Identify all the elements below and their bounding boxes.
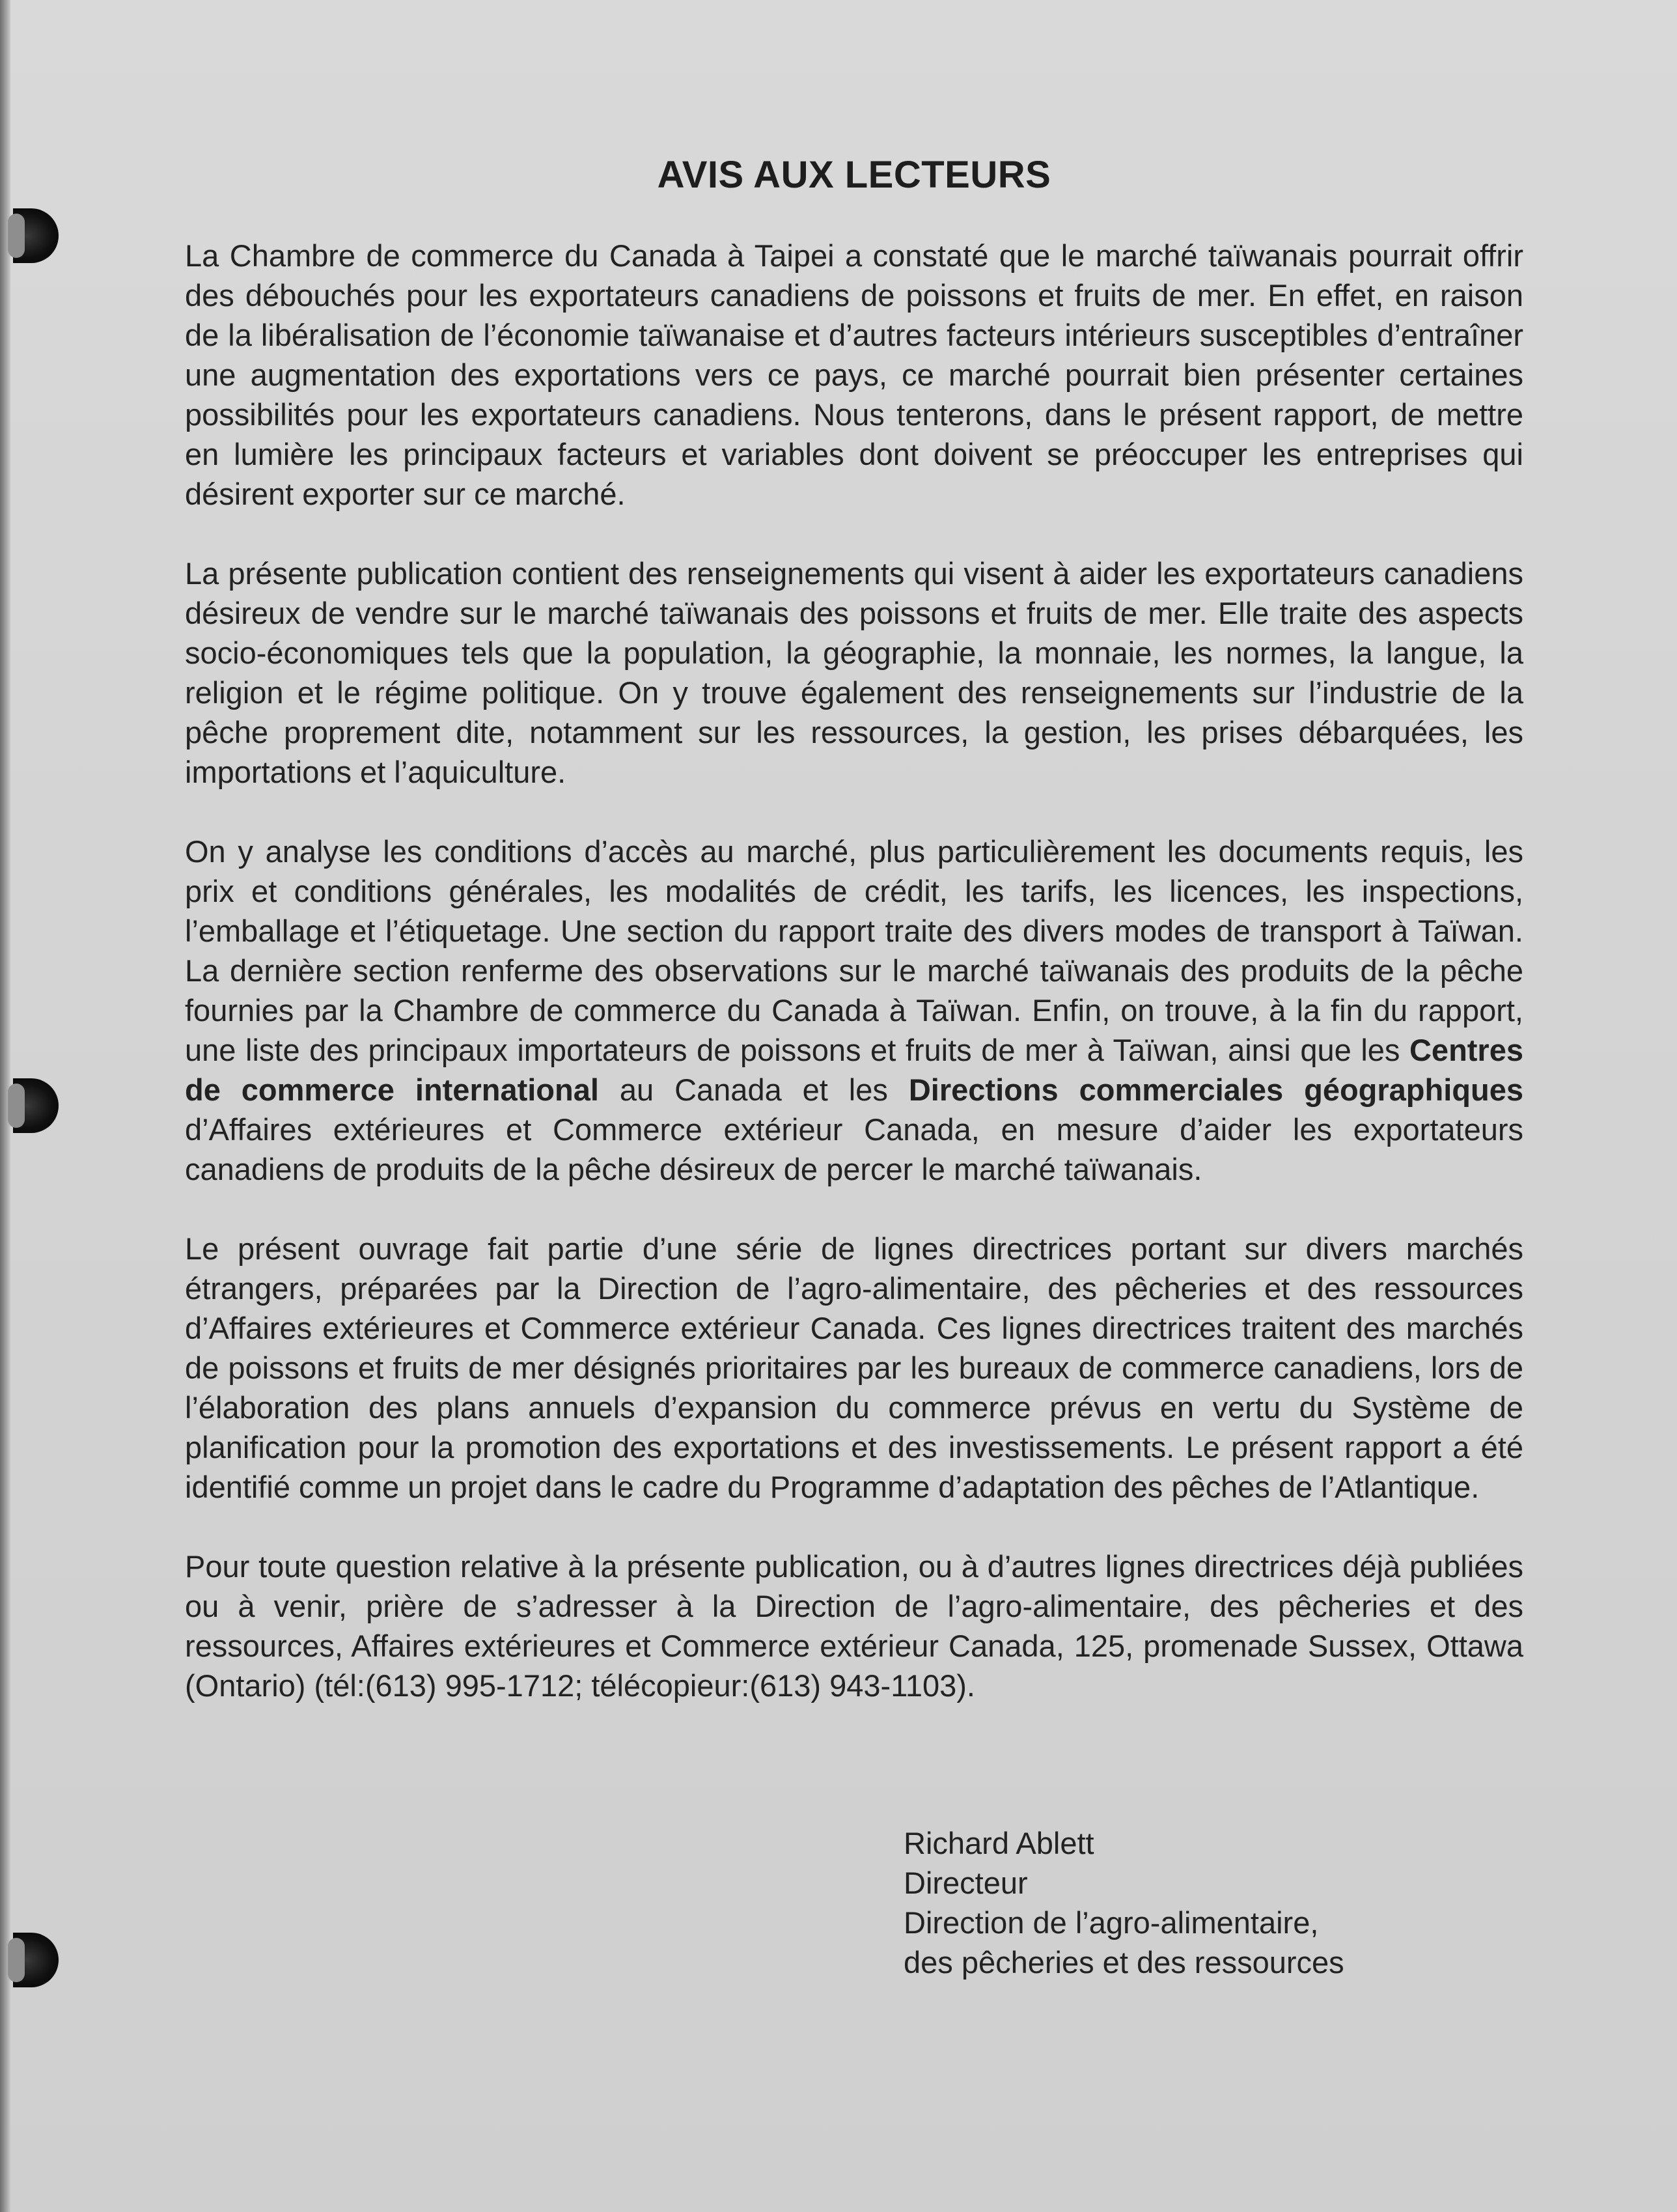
centres-commerce-international-emphasis: Centres de commerce international — [185, 1033, 1523, 1107]
paragraph-series: Le présent ouvrage fait partie d’une série de lignes directrices portant sur divers marchés étrangers, préparées par la Direction de l’agro-alimentaire, des pêcheries et des ressources d’Affaires extérieures et Commerce extérieur Canada. Ces lignes directrices traitent des marchés de poissons et fruits de mer désignés prioritaires par les bureaux de commerce canadiens, lors de l’élaboration des plans annuels d’expansion du commerce prévus en vertu du Système de planification pour la promotion des exportations et des investissements. Le présent rapport a été identifié comme un projet dans le cadre du Programme d’adaptation des pêches de l’Atlantique. — [185, 1231, 1523, 1504]
signatory-role: Directeur — [904, 1866, 1028, 1900]
paragraph-market-access-text-2: au Canada et les — [598, 1072, 909, 1107]
directions-commerciales-emphasis: Directions commerciales géographiques — [908, 1072, 1523, 1107]
paragraph-publication-contents: La présente publication contient des renseignements qui visent à aider les exportateurs canadiens désireux de vendre sur le marché taïwanais des poissons et fruits de mer. Elle traite des aspects socio-économiques tels que la population, la géographie, la monnaie, les normes, la langue, la religion et le régime politique. On y trouve également des renseignements sur l’industrie de la pêche proprement dite, notamment sur les ressources, la gestion, les prises débarquées, les importations et l’aquiculture. — [185, 556, 1523, 789]
binder-punch-hole-bottom — [13, 1933, 59, 1987]
paragraph-market-access — [185, 832, 1523, 1189]
signatory-division-line-1: Direction de l’agro-alimentaire, — [904, 1905, 1319, 1940]
binder-punch-hole-top — [13, 208, 59, 263]
paragraph-contact: Pour toute question relative à la présente publication, ou à d’autres lignes directrices déjà publiées ou à venir, prière de s’adresser à la Direction de l’agro-alimentaire, des pêcheries et des ressources, Affaires extérieures et Commerce extérieur Canada, 125, promenade Sussex, Ottawa (Ontario) (tél:(613) 995-1712; télécopieur:(613) 943-1103). — [185, 1549, 1523, 1703]
signatory-division-line-2: des pêcheries et des ressources — [904, 1945, 1344, 1980]
signature-block — [904, 1823, 1344, 1982]
document-title: AVIS AUX LECTEURS — [657, 154, 1051, 196]
paragraph-market-access-text-1: On y analyse les conditions d’accès au marché, plus particulièrement les documents requis, les prix et conditions générales, les modalités de crédit, les tarifs, les licences, les inspections, l’emballage et l’étiquetage. Une section du rapport traite des divers modes de transport à Taïwan. La dernière section renferme des observations sur le marché taïwanais des produits de la pêche fournies par la Chambre de commerce du Canada à Taïwan. Enfin, on trouve, à la fin du rapport, une liste des principaux importateurs de poissons et fruits de mer à Taïwan, ainsi que les — [185, 834, 1523, 1067]
binder-punch-hole-middle — [13, 1078, 59, 1133]
signatory-name: Richard Ablett — [904, 1826, 1094, 1860]
paragraph-intro: La Chambre de commerce du Canada à Taipei a constaté que le marché taïwanais pourrait offrir des débouchés pour les exportateurs canadiens de poissons et fruits de mer. En effet, en raison de la libéralisation de l’économie taïwanaise et d’autres facteurs intérieurs susceptibles d’entraîner une augmentation des exportations vers ce pays, ce marché pourrait bien présenter certaines possibilités pour les exportateurs canadiens. Nous tenterons, dans le présent rapport, de mettre en lumière les principaux facteurs et variables dont doivent se préoccuper les entreprises qui désirent exporter sur ce marché. — [185, 238, 1523, 511]
document-body — [185, 153, 1523, 1745]
paragraph-market-access-text-3: d’Affaires extérieures et Commerce extérieur Canada, en mesure d’aider les exportateurs canadiens de produits de la pêche désireux de percer le marché taïwanais. — [185, 1112, 1523, 1186]
